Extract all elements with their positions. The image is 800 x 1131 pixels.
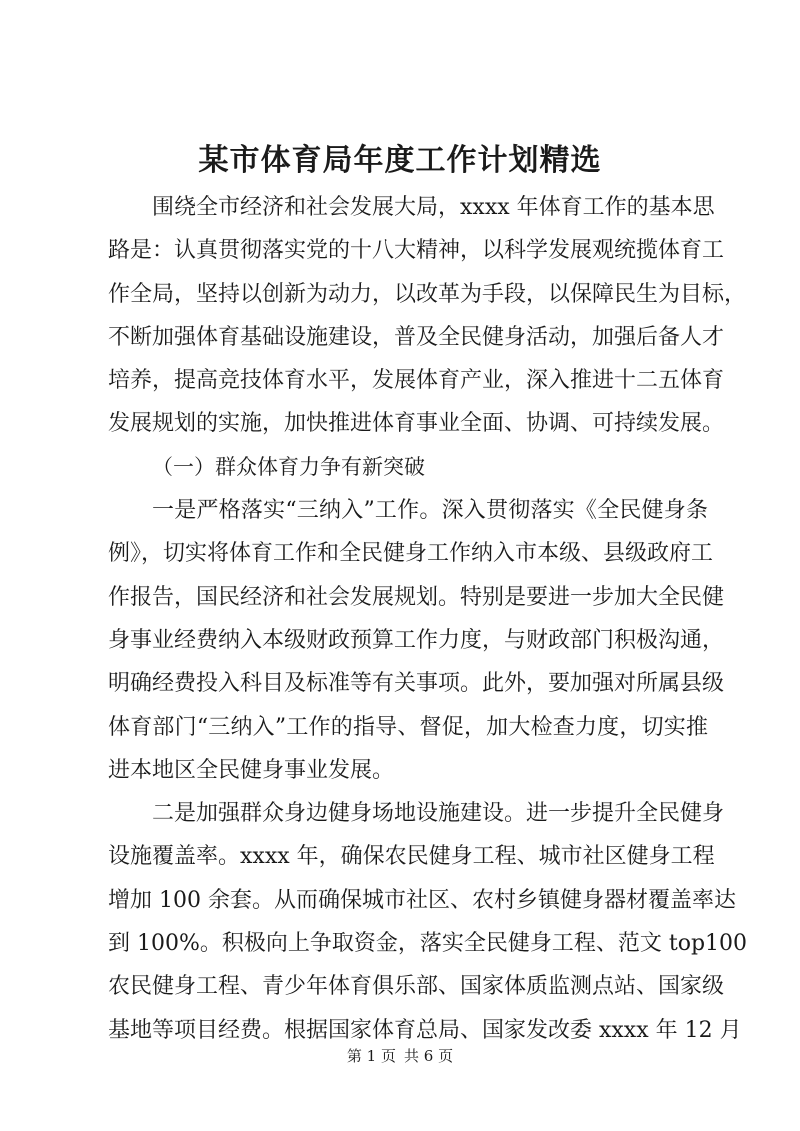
paragraph-line: 作报告，国民经济和社会发展规划。特别是要进一步加大全民健 bbox=[108, 584, 725, 610]
paragraph-line: 路是：认真贯彻落实党的十八大精神，以科学发展观统揽体育工 bbox=[108, 238, 725, 264]
paragraph-line: 一是严格落实“三纳入”工作。深入贯彻落实《全民健身条 bbox=[152, 498, 708, 524]
paragraph-line: 二是加强群众身边健身场地设施建设。进一步提升全民健身 bbox=[152, 801, 725, 827]
paragraph-line: 设施覆盖率。xxxx 年，确保农民健身工程、城市社区健身工程 bbox=[108, 844, 715, 870]
paragraph-line: 发展规划的实施，加快推进体育事业全面、协调、可持续发展。 bbox=[108, 411, 725, 437]
paragraph-line: 基地等项目经费。根据国家体育总局、国家发改委 xxxx 年 12 月 bbox=[108, 1017, 742, 1043]
paragraph-line: 例》，切实将体育工作和全民健身工作纳入市本级、县级政府工 bbox=[108, 541, 714, 567]
paragraph-line: 明确经费投入科目及标准等有关事项。此外，要加强对所属县级 bbox=[108, 671, 725, 697]
page-total: 共 6 页 bbox=[404, 1047, 454, 1065]
paragraph-line: 农民健身工程、青少年体育俱乐部、国家体质监测点站、国家级 bbox=[108, 974, 725, 1000]
page-footer bbox=[0, 1044, 800, 1068]
section-heading: （一）群众体育力争有新突破 bbox=[152, 454, 425, 479]
document-body bbox=[108, 186, 748, 1052]
paragraph-line: 进本地区全民健身事业发展。 bbox=[108, 757, 395, 783]
paragraph-line: 到 100%。积极向上争取资金，落实全民健身工程、范文 top100 bbox=[108, 931, 748, 957]
paragraph-line: 增加 100 余套。从而确保城市社区、农村乡镇健身器材覆盖率达 bbox=[108, 887, 736, 913]
page-number: 第 1 页 bbox=[346, 1047, 396, 1065]
paragraph-line: 体育部门“三纳入”工作的指导、督促，加大检查力度，切实推 bbox=[108, 714, 708, 740]
paragraph-line: 身事业经费纳入本级财政预算工作力度，与财政部门积极沟通， bbox=[108, 627, 725, 653]
paragraph-line: 不断加强体育基础设施建设，普及全民健身活动，加强后备人才 bbox=[108, 324, 725, 350]
paragraph-line: 培养，提高竞技体育水平，发展体育产业，深入推进十二五体育 bbox=[108, 368, 725, 394]
paragraph-line: 围绕全市经济和社会发展大局，xxxx 年体育工作的基本思 bbox=[152, 195, 715, 220]
document-title: 某市体育局年度工作计划精选 bbox=[198, 143, 602, 178]
paragraph-line: 作全局，坚持以创新为动力，以改革为手段，以保障民生为目标， bbox=[108, 281, 747, 307]
